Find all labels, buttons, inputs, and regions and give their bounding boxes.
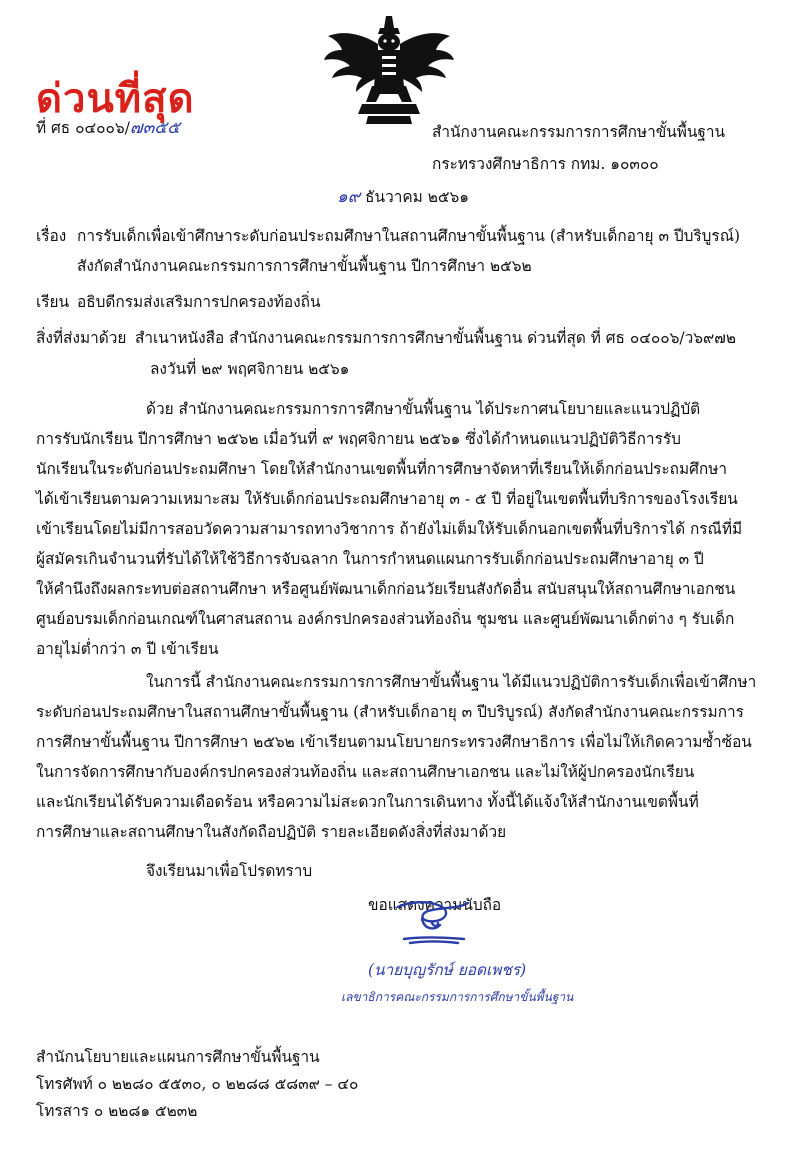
- signer-title: เลขาธิการคณะกรรมการการศึกษาขั้นพื้นฐาน: [341, 990, 574, 1004]
- paragraph-1-line: ได้เข้าเรียนตามความเหมาะสม ให้รับเด็กก่อนประถมศึกษาอายุ ๓ - ๕ ปี ที่อยู่ในเขตพื้นที่บริการของโรงเรียน: [36, 490, 738, 508]
- document-number: [36, 120, 180, 137]
- signature-icon: [388, 893, 480, 949]
- closing-text: จึงเรียนมาเพื่อโปรดทราบ: [146, 862, 313, 880]
- document-number-handwritten: ๗๓๕๕: [129, 118, 181, 138]
- paragraph-1-line: ให้คำนึงถึงผลกระทบต่อสถานศึกษา หรือศูนย์พัฒนาเด็กก่อนวัยเรียนสังกัดอื่น สนับสนุนให้สถานศึกษาเอกชน: [36, 580, 736, 598]
- paragraph-1-line: เข้าเรียนโดยไม่มีการสอบวัดความสามารถทางวิชาการ ถ้ายังไม่เต็มให้รับเด็กนอกเขตพื้นที่บริการได้ กรณีที่มี: [36, 520, 743, 538]
- to-label: เรียน: [36, 293, 70, 311]
- paragraph-2-line: การศึกษาและสถานศึกษาในสังกัดถือปฏิบัติ รายละเอียดดังสิ่งที่ส่งมาด้วย: [36, 823, 507, 841]
- enclosure-label: สิ่งที่ส่งมาด้วย: [36, 329, 127, 347]
- enclosure-line-2: ลงวันที่ ๒๙ พฤศจิกายน ๒๕๖๑: [150, 360, 350, 378]
- regards-text: ขอแสดงความนับถือ: [368, 896, 502, 914]
- garuda-emblem-icon: [322, 14, 456, 126]
- office-name: สำนักงานคณะกรรมการการศึกษาขั้นพื้นฐาน: [432, 123, 726, 141]
- paragraph-1-line: ผู้สมัครเกินจำนวนที่รับได้ให้ใช้วิธีการจับฉลาก ในการกำหนดแผนการรับเด็กก่อนประถมศึกษาอายุ ๓ ปี: [36, 550, 704, 568]
- paragraph-1-line: นักเรียนในระดับก่อนประถมศึกษา โดยให้สำนักงานเขตพื้นที่การศึกษาจัดหาที่เรียนให้เด็กก่อนประถมศึกษา: [36, 460, 728, 478]
- date-day-handwritten: ๑๙: [337, 187, 361, 207]
- footer-phone: โทรศัพท์ ๐ ๒๒๘๐ ๕๕๓๐, ๐ ๒๒๘๘ ๕๘๓๙ – ๔๐: [36, 1075, 359, 1093]
- paragraph-2-line: ในการนี้ สำนักงานคณะกรรมการการศึกษาขั้นพื้นฐาน ได้มีแนวปฏิบัติการรับเด็กเพื่อเข้าศึกษา: [146, 673, 757, 691]
- subject-label: เรื่อง: [36, 227, 67, 245]
- footer-department: สำนักนโยบายและแผนการศึกษาขั้นพื้นฐาน: [36, 1048, 320, 1066]
- subject-line-2: สังกัดสำนักงานคณะกรรมการการศึกษาขั้นพื้นฐาน ปีการศึกษา ๒๕๖๒: [77, 257, 532, 275]
- signer-name: (นายบุญรักษ์ ยอดเพชร): [368, 961, 527, 979]
- enclosure-line-1: สำเนาหนังสือ สำนักงานคณะกรรมการการศึกษาขั้นพื้นฐาน ด่วนที่สุด ที่ ศธ ๐๔๐๐๖/ว๖๙๗๒: [135, 329, 737, 347]
- paragraph-2-line: และนักเรียนได้รับความเดือดร้อน หรือความไม่สะดวกในการเดินทาง ทั้งนี้ได้แจ้งให้สำนักงานเขตพื้นที่: [36, 793, 699, 811]
- paragraph-1-line: การรับนักเรียน ปีการศึกษา ๒๕๖๒ เมื่อวันที่ ๙ พฤศจิกายน ๒๕๖๑ ซึ่งได้กำหนดแนวปฏิบัติวิธีการรับ: [36, 430, 681, 448]
- recipient: อธิบดีกรมส่งเสริมการปกครองท้องถิ่น: [77, 293, 321, 311]
- date-month-year: ธันวาคม ๒๕๖๑: [365, 188, 470, 206]
- paragraph-2-line: ระดับก่อนประถมศึกษาในสถานศึกษาขั้นพื้นฐาน (สำหรับเด็กอายุ ๓ ปีบริบูรณ์) สังกัดสำนักงานคณะกรรมการ: [36, 703, 744, 721]
- document-date: [337, 189, 469, 206]
- paragraph-1-line: ศูนย์อบรมเด็กก่อนเกณฑ์ในศาสนสถาน องค์กรปกครองส่วนท้องถิ่น ชุมชน และศูนย์พัฒนาเด็กต่าง ๆ รับเด็ก: [36, 610, 735, 628]
- paragraph-2-line: ในการจัดการศึกษากับองค์กรปกครองส่วนท้องถิ่น และสถานศึกษาเอกชน และไม่ให้ผู้ปกครองนักเรียน: [36, 763, 695, 781]
- paragraph-2-line: การศึกษาขั้นพื้นฐาน ปีการศึกษา ๒๕๖๒ เข้าเรียนตามนโยบายกระทรวงศึกษาธิการ เพื่อไม่ให้เกิดความซ้ำซ้อน: [36, 733, 752, 751]
- footer-fax: โทรสาร ๐ ๒๒๘๑ ๕๒๓๒: [36, 1102, 198, 1120]
- subject-line-1: การรับเด็กเพื่อเข้าศึกษาระดับก่อนประถมศึกษาในสถานศึกษาขั้นพื้นฐาน (สำหรับเด็กอายุ ๓ ปีบริบูรณ์): [77, 227, 740, 245]
- office-address: กระทรวงศึกษาธิการ กทม. ๑๐๓๐๐: [432, 155, 659, 173]
- urgency-stamp: ด่วนที่สุด: [36, 75, 195, 122]
- paragraph-1-line: ด้วย สำนักงานคณะกรรมการการศึกษาขั้นพื้นฐาน ได้ประกาศนโยบายและแนวปฏิบัติ: [146, 400, 701, 418]
- document-number-prefix: ที่ ศธ ๐๔๐๐๖/: [36, 119, 130, 137]
- paragraph-1-line: อายุไม่ต่ำกว่า ๓ ปี เข้าเรียน: [36, 640, 219, 658]
